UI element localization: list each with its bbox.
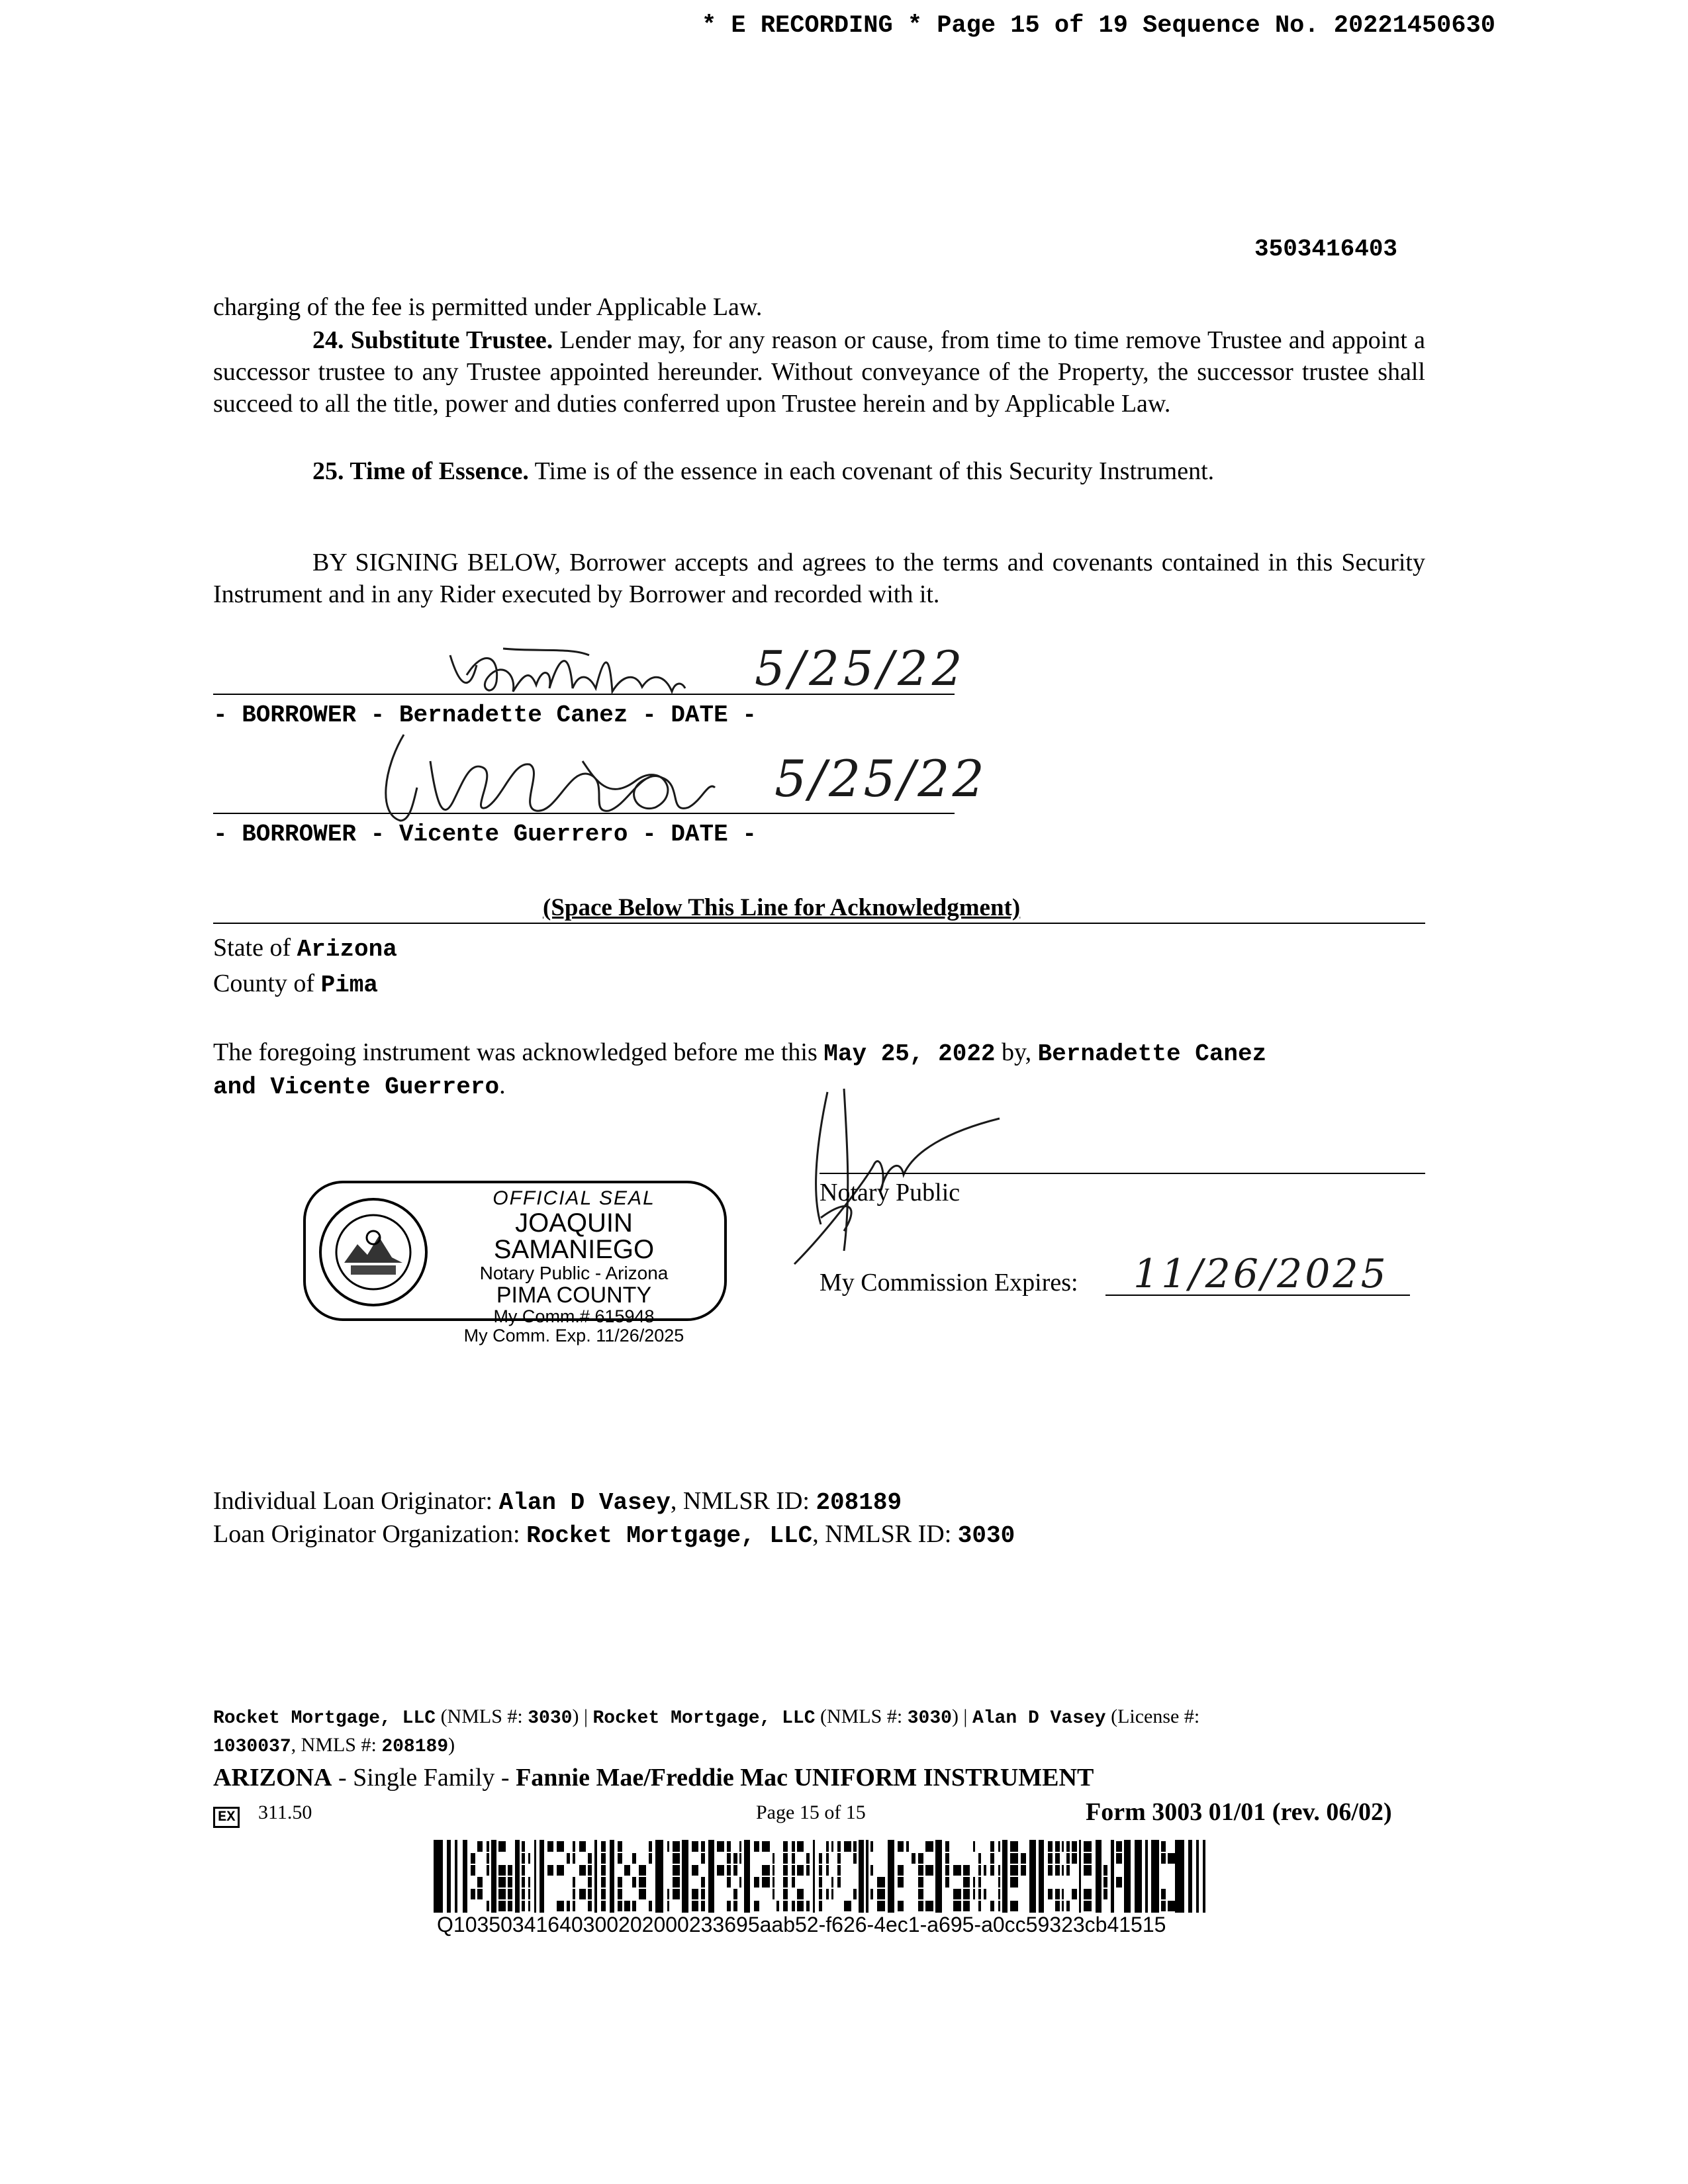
seal-official: OFFICIAL SEAL bbox=[492, 1187, 655, 1209]
signature-1-label: - BORROWER - Bernadette Canez - DATE - bbox=[213, 702, 757, 729]
signature-1-date: 5/25/22 bbox=[755, 641, 966, 696]
footer-rm2-close: ) | bbox=[951, 1706, 972, 1727]
ack-date: May 25, 2022 bbox=[823, 1040, 996, 1068]
footer-rm2: Rocket Mortgage, LLC bbox=[592, 1708, 816, 1729]
footer-lo-name: Alan D Vasey bbox=[972, 1708, 1106, 1729]
ex-code: 311.50 bbox=[258, 1801, 312, 1823]
form-title-instrument: Fannie Mae/Freddie Mac UNIFORM INSTRUMENT bbox=[516, 1764, 1094, 1792]
section-25-heading: 25. Time of Essence. bbox=[312, 457, 529, 485]
footer-lo-close: ) bbox=[448, 1734, 455, 1756]
footer-rm1: Rocket Mortgage, LLC bbox=[213, 1708, 436, 1729]
acknowledgment-rule bbox=[213, 923, 1425, 924]
page-number: Page 15 of 15 bbox=[756, 1801, 866, 1823]
acknowledgment-divider: (Space Below This Line for Acknowledgment) bbox=[543, 894, 1021, 921]
state-prefix: State of bbox=[213, 934, 297, 962]
individual-loan-originator bbox=[213, 1485, 902, 1519]
seal-notary-title: Notary Public - Arizona bbox=[479, 1263, 669, 1283]
ex-badge: EX bbox=[213, 1807, 240, 1828]
form-title bbox=[213, 1763, 1094, 1792]
notary-signature-line bbox=[820, 1173, 1425, 1174]
footer-rm2-nmls: (NMLS #: bbox=[815, 1706, 908, 1727]
section-25 bbox=[312, 455, 1214, 487]
ind-nmlsr-label: , NMLSR ID: bbox=[670, 1487, 816, 1515]
org-name: Rocket Mortgage, LLC bbox=[526, 1522, 813, 1549]
acknowledgment-sentence bbox=[213, 1036, 1266, 1070]
state-value: Arizona bbox=[297, 936, 397, 963]
footer-lo-nmls-num: 208189 bbox=[381, 1737, 449, 1757]
seal-notary-name: JOAQUIN SAMANIEGO bbox=[493, 1208, 655, 1264]
org-nmlsr-label: , NMLSR ID: bbox=[812, 1520, 958, 1548]
barcode bbox=[434, 1840, 1208, 1913]
county-prefix: County of bbox=[213, 970, 321, 997]
form-title-type: - Single Family - bbox=[332, 1764, 516, 1792]
commission-expires-label: My Commission Expires: bbox=[820, 1269, 1078, 1297]
footer-license-num: 1030037 bbox=[213, 1737, 291, 1757]
state-seal-emblem bbox=[318, 1197, 429, 1308]
recording-header: * E RECORDING * Page 15 of 19 Sequence No. 20221450630 bbox=[702, 12, 1495, 40]
section-24 bbox=[213, 324, 1425, 420]
ack-period: . bbox=[499, 1071, 506, 1099]
county-line bbox=[213, 968, 378, 1001]
seal-text bbox=[432, 1189, 716, 1345]
footer-originator-info bbox=[213, 1704, 1425, 1760]
section-25-body: Time is of the essence in each covenant of this Security Instrument. bbox=[528, 457, 1215, 485]
ind-originator-name: Alan D Vasey bbox=[498, 1489, 671, 1516]
ack-sentence-start: The foregoing instrument was acknowledged before me this bbox=[213, 1038, 824, 1066]
footer-rm1-close: ) | bbox=[572, 1706, 593, 1727]
form-title-state: ARIZONA bbox=[213, 1764, 332, 1792]
barcode-text: Q10350341640300202000233695aab52-f626-4ec1-a695-a0cc59323cb41515 bbox=[437, 1913, 1166, 1936]
org-label: Loan Originator Organization: bbox=[213, 1520, 527, 1548]
seal-county: PIMA COUNTY bbox=[496, 1283, 652, 1308]
ack-by: by, bbox=[995, 1038, 1038, 1066]
footer-rm2-num: 3030 bbox=[907, 1708, 952, 1729]
ind-originator-label: Individual Loan Originator: bbox=[213, 1487, 499, 1515]
seal-commission-number: My Comm.# 615948 bbox=[493, 1306, 655, 1326]
org-nmlsr-id: 3030 bbox=[957, 1522, 1015, 1549]
county-value: Pima bbox=[320, 972, 378, 999]
carry-over-text: charging of the fee is permitted under Applicable Law. bbox=[213, 293, 763, 321]
acknowledgment-sentence-2 bbox=[213, 1069, 506, 1103]
ind-nmlsr-id: 208189 bbox=[816, 1489, 902, 1516]
signature-2-label: - BORROWER - Vicente Guerrero - DATE - bbox=[213, 821, 757, 848]
section-24-body: Lender may, for any reason or cause, from time to time remove Trustee and appoint a successor trustee to any Trustee appointed hereunder. Without conveyance of the Property, the successor trustee shall succeed to all the title, power and duties conferred upon Trustee herein and by Applicable Law. bbox=[213, 326, 1425, 418]
footer-rm1-num: 3030 bbox=[528, 1708, 573, 1729]
signature-2-date: 5/25/22 bbox=[774, 749, 987, 808]
commission-date: 11/26/2025 bbox=[1133, 1251, 1389, 1297]
notary-seal bbox=[303, 1181, 727, 1345]
section-24-heading: 24. Substitute Trustee. bbox=[312, 326, 553, 354]
footer-lo-license: (License #: bbox=[1105, 1706, 1200, 1727]
footer-lo-nmls: , NMLS #: bbox=[291, 1734, 382, 1756]
notary-label: Notary Public bbox=[820, 1179, 961, 1206]
form-number: Form 3003 01/01 (rev. 06/02) bbox=[1086, 1798, 1392, 1826]
state-line bbox=[213, 932, 397, 966]
signing-statement: BY SIGNING BELOW, Borrower accepts and agrees to the terms and covenants contained in this Security Instrument and in any Rider executed by Borrower and recorded with it. bbox=[213, 549, 1425, 608]
footer-rm1-nmls: (NMLS #: bbox=[436, 1706, 528, 1727]
loan-originator-organization bbox=[213, 1518, 1015, 1552]
ack-names-b: and Vicente Guerrero bbox=[213, 1073, 500, 1101]
loan-number: 3503416403 bbox=[1254, 236, 1398, 263]
ack-names-a: Bernadette Canez bbox=[1037, 1040, 1267, 1068]
seal-emblem-text bbox=[311, 1183, 312, 1184]
seal-commission-expiry: My Comm. Exp. 11/26/2025 bbox=[463, 1326, 684, 1345]
